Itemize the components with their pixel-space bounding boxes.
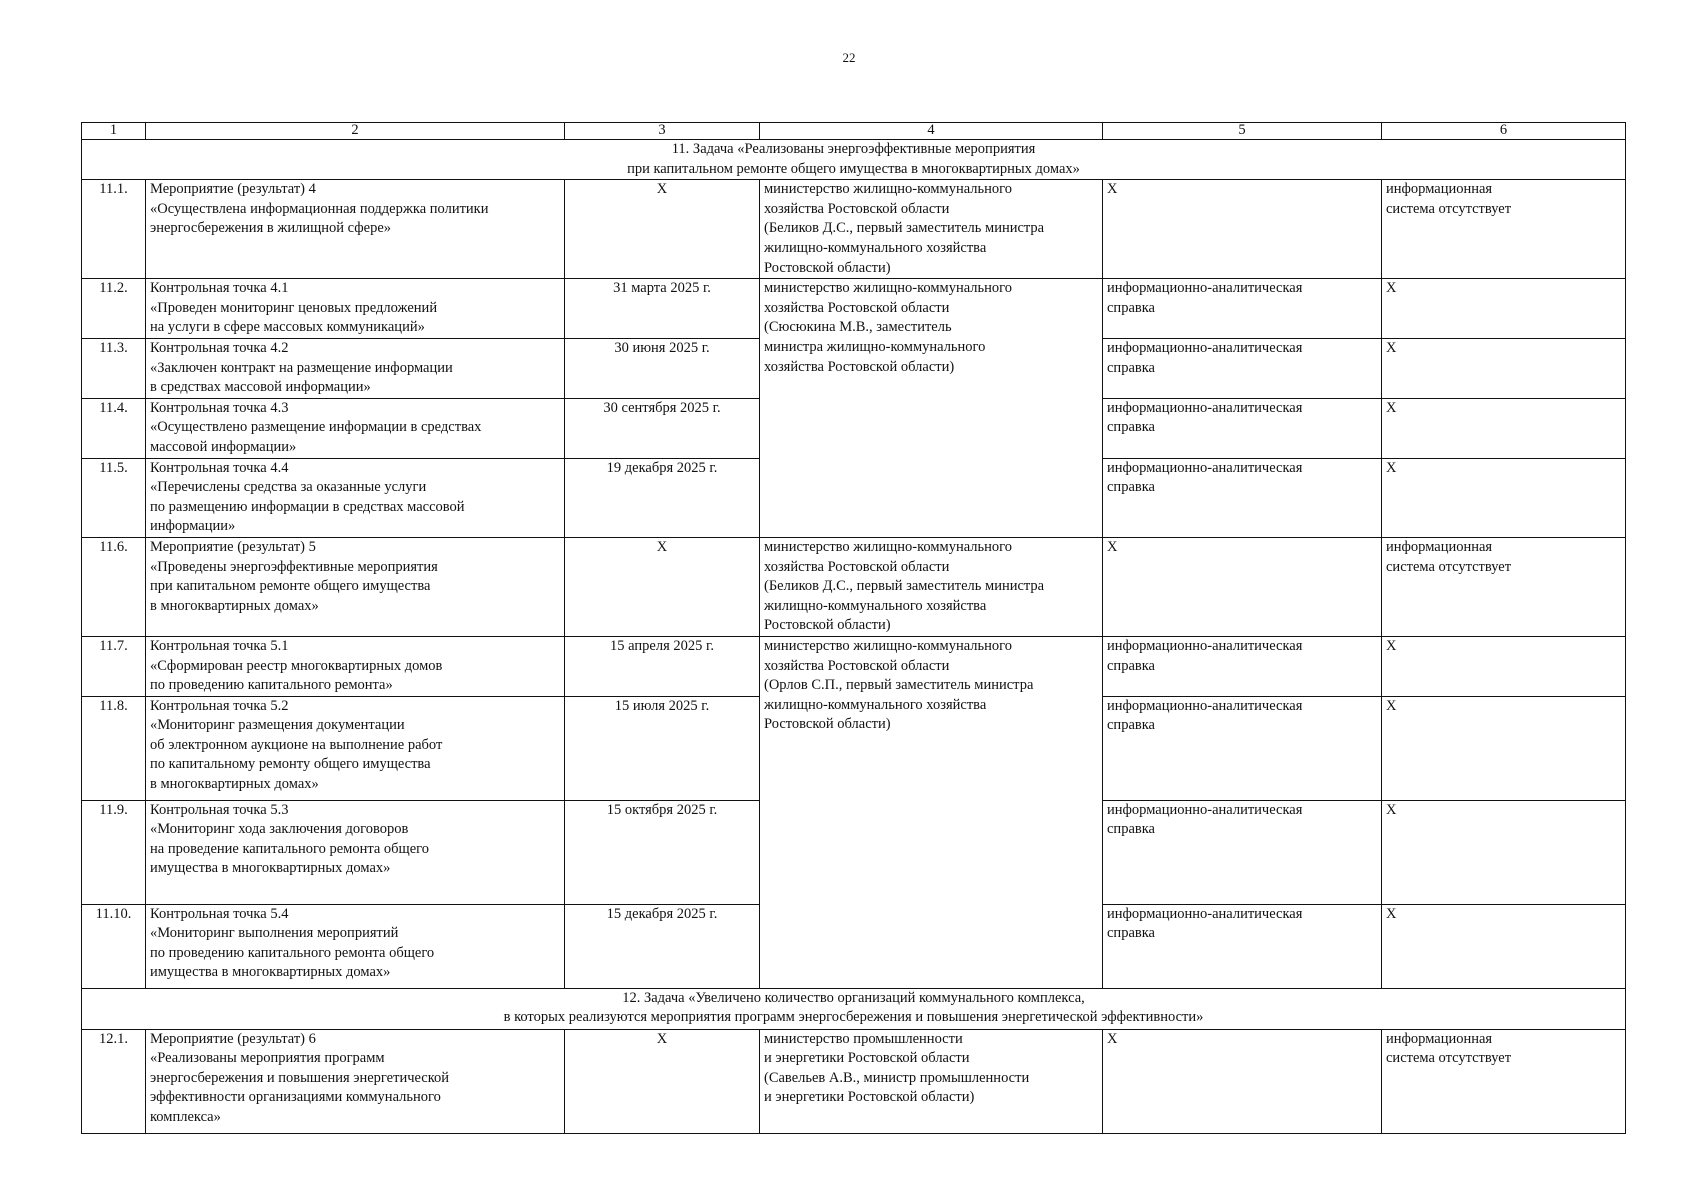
- row-number: 11.10.: [82, 904, 146, 988]
- row-number: 11.2.: [82, 279, 146, 339]
- row-name: Мероприятие (результат) 6 «Реализованы мероприятия программ энергосбережения и повышения энергетической эффективности организациями коммунального комплекса»: [146, 1029, 565, 1133]
- row-name: Мероприятие (результат) 5 «Проведены энергоэффективные мероприятия при капитальном ремонте общего имущества в многоквартирных домах»: [146, 537, 565, 636]
- column-number: 4: [760, 123, 1103, 140]
- row-document: информационно-аналитическая справка: [1103, 338, 1382, 398]
- row-date: 31 марта 2025 г.: [565, 279, 760, 339]
- row-date: X: [565, 1029, 760, 1133]
- row-number: 12.1.: [82, 1029, 146, 1133]
- row-document: X: [1103, 1029, 1382, 1133]
- row-number: 11.6.: [82, 537, 146, 636]
- row-document: информационно-аналитическая справка: [1103, 800, 1382, 904]
- row-document: X: [1103, 180, 1382, 279]
- row-document: информационно-аналитическая справка: [1103, 636, 1382, 696]
- row-system: X: [1382, 904, 1626, 988]
- column-number: 1: [82, 123, 146, 140]
- row-system: X: [1382, 696, 1626, 800]
- row-document: информационно-аналитическая справка: [1103, 279, 1382, 339]
- row-name: Контрольная точка 4.2 «Заключен контракт на размещение информации в средствах массовой информации»: [146, 338, 565, 398]
- row-responsible: министерство жилищно-коммунального хозяйства Ростовской области (Беликов Д.С., первый заместитель министра жилищно-коммунального хозяйства Ростовской области): [760, 537, 1103, 636]
- row-system: X: [1382, 338, 1626, 398]
- column-number: 2: [146, 123, 565, 140]
- row-name: Контрольная точка 4.3 «Осуществлено размещение информации в средствах массовой информации»: [146, 398, 565, 458]
- row-number: 11.4.: [82, 398, 146, 458]
- column-number-row: [82, 123, 1626, 140]
- row-date: 15 декабря 2025 г.: [565, 904, 760, 988]
- task-heading-row: [82, 988, 1626, 1029]
- table-row: [82, 537, 1626, 636]
- row-date: 15 апреля 2025 г.: [565, 636, 760, 696]
- row-system: X: [1382, 279, 1626, 339]
- column-number: 6: [1382, 123, 1626, 140]
- row-name: Контрольная точка 5.2 «Мониторинг размещения документации об электронном аукционе на выполнение работ по капитальному ремонту общего имущества в многоквартирных домах»: [146, 696, 565, 800]
- row-name: Контрольная точка 4.4 «Перечислены средства за оказанные услуги по размещению информации в средствах массовой информации»: [146, 458, 565, 537]
- column-number: 5: [1103, 123, 1382, 140]
- row-responsible: министерство жилищно-коммунального хозяйства Ростовской области (Сюсюкина М.В., заместитель министра жилищно-коммунального хозяйства Ростовской области): [760, 279, 1103, 538]
- row-number: 11.1.: [82, 180, 146, 279]
- page-number: 22: [842, 50, 856, 65]
- task-heading-row: [82, 140, 1626, 180]
- row-system: информационная система отсутствует: [1382, 1029, 1626, 1133]
- row-document: информационно-аналитическая справка: [1103, 904, 1382, 988]
- row-number: 11.9.: [82, 800, 146, 904]
- row-date: 30 июня 2025 г.: [565, 338, 760, 398]
- row-number: 11.7.: [82, 636, 146, 696]
- row-date: 15 июля 2025 г.: [565, 696, 760, 800]
- row-date: 19 декабря 2025 г.: [565, 458, 760, 537]
- row-date: 15 октября 2025 г.: [565, 800, 760, 904]
- task-heading: 11. Задача «Реализованы энергоэффективные мероприятия при капитальном ремонте общего имущества в многоквартирных домах»: [82, 140, 1626, 180]
- plan-table: [81, 122, 1626, 1134]
- task-heading: 12. Задача «Увеличено количество организаций коммунального комплекса, в которых реализуются мероприятия программ энергосбережения и повышения энергетической эффективности»: [82, 988, 1626, 1029]
- row-name: Контрольная точка 5.3 «Мониторинг хода заключения договоров на проведение капитального ремонта общего имущества в многоквартирных домах»: [146, 800, 565, 904]
- row-document: информационно-аналитическая справка: [1103, 696, 1382, 800]
- row-name: Контрольная точка 4.1 «Проведен мониторинг ценовых предложений на услуги в сфере массовых коммуникаций»: [146, 279, 565, 339]
- row-responsible: министерство промышленности и энергетики Ростовской области (Савельев А.В., министр промышленности и энергетики Ростовской области): [760, 1029, 1103, 1133]
- row-system: X: [1382, 458, 1626, 537]
- row-document: информационно-аналитическая справка: [1103, 398, 1382, 458]
- table-row: [82, 180, 1626, 279]
- row-system: информационная система отсутствует: [1382, 537, 1626, 636]
- column-number: 3: [565, 123, 760, 140]
- row-system: X: [1382, 636, 1626, 696]
- table-row: [82, 279, 1626, 339]
- row-date: X: [565, 537, 760, 636]
- row-system: X: [1382, 800, 1626, 904]
- row-document: X: [1103, 537, 1382, 636]
- row-name: Контрольная точка 5.1 «Сформирован реестр многоквартирных домов по проведению капитального ремонта»: [146, 636, 565, 696]
- row-system: X: [1382, 398, 1626, 458]
- row-name: Контрольная точка 5.4 «Мониторинг выполнения мероприятий по проведению капитального ремонта общего имущества в многоквартирных домах»: [146, 904, 565, 988]
- row-responsible: министерство жилищно-коммунального хозяйства Ростовской области (Орлов С.П., первый заместитель министра жилищно-коммунального хозяйства Ростовской области): [760, 636, 1103, 988]
- row-number: 11.5.: [82, 458, 146, 537]
- row-date: X: [565, 180, 760, 279]
- row-number: 11.8.: [82, 696, 146, 800]
- row-name: Мероприятие (результат) 4 «Осуществлена информационная поддержка политики энергосбережения в жилищной сфере»: [146, 180, 565, 279]
- table-row: [82, 1029, 1626, 1133]
- row-system: информационная система отсутствует: [1382, 180, 1626, 279]
- table-row: [82, 636, 1626, 696]
- row-date: 30 сентября 2025 г.: [565, 398, 760, 458]
- row-document: информационно-аналитическая справка: [1103, 458, 1382, 537]
- row-number: 11.3.: [82, 338, 146, 398]
- row-responsible: министерство жилищно-коммунального хозяйства Ростовской области (Беликов Д.С., первый заместитель министра жилищно-коммунального хозяйства Ростовской области): [760, 180, 1103, 279]
